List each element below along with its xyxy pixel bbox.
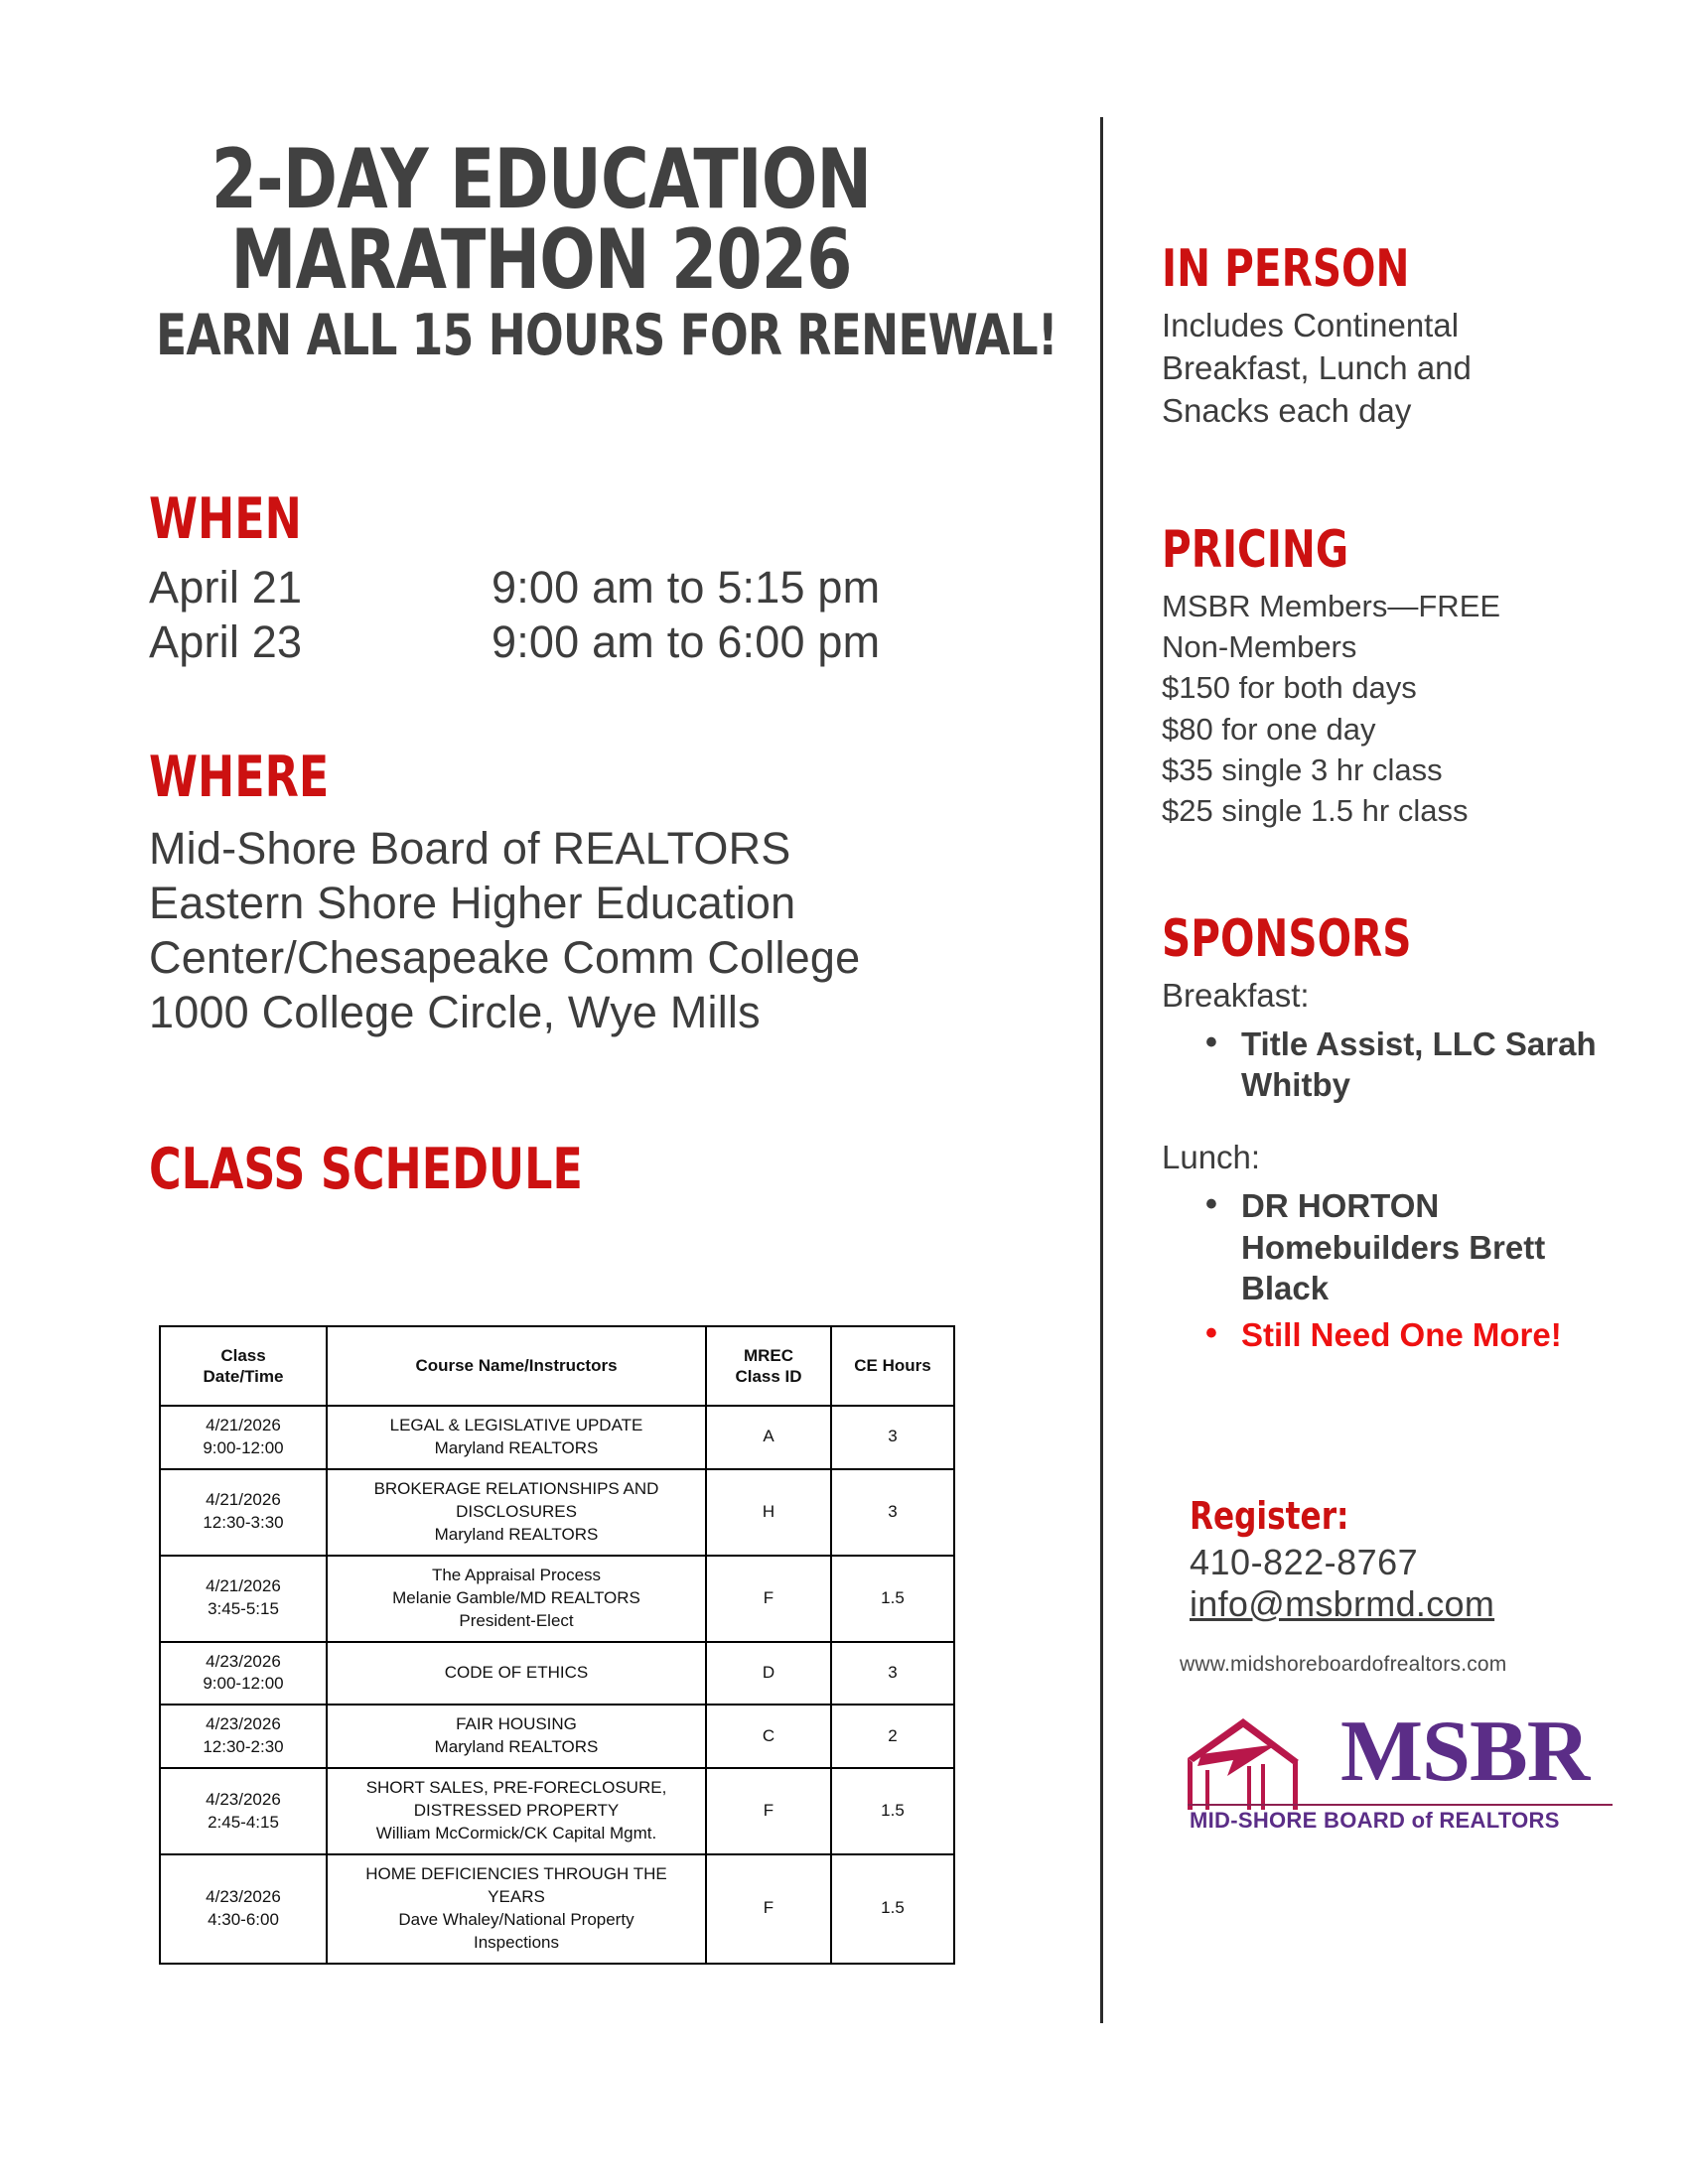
col-header-date [160,1326,327,1406]
logo-tagline: MID-SHORE BOARD of REALTORS [1190,1808,1560,1833]
pricing-heading: PRICING [1162,520,1349,580]
register-phone[interactable]: 410-822-8767 [1190,1542,1419,1582]
cell-date [160,1642,327,1706]
table-row [160,1768,954,1854]
cell-ce: 1.5 [831,1556,954,1642]
breakfast-sponsor-list [1162,1024,1638,1106]
table-row [160,1705,954,1768]
cell-course-line: HOME DEFICIENCIES THROUGH THE [365,1864,667,1884]
title-subtitle: EARN ALL 15 HOURS FOR RENEWAL! [156,302,1057,368]
cell-mrec: F [706,1854,831,1964]
cell-course-line: Maryland REALTORS [434,1737,599,1757]
col-header-mrec-l1: MREC [743,1345,794,1365]
website-link[interactable]: www.midshoreboardofrealtors.com [1180,1653,1507,1676]
cell-ce: 2 [831,1705,954,1768]
table-body [160,1406,954,1964]
cell-date-line: 4/23/2026 [206,1789,281,1809]
cell-course-line: LEGAL & LEGISLATIVE UPDATE [389,1416,643,1434]
cell-date-line: 4/21/2026 [206,1490,281,1510]
pricing-line-6: $25 single 1.5 hr class [1162,793,1469,829]
class-schedule-table-wrap [159,1325,953,1965]
cell-time-line: 9:00-12:00 [203,1437,284,1457]
in-person-line-3: Snacks each day [1162,391,1412,429]
cell-date [160,1705,327,1768]
cell-course-line: Dave Whaley/National Property [398,1909,634,1929]
col-header-date-l2: Date/Time [203,1367,284,1386]
cell-mrec: F [706,1768,831,1854]
sponsors-section [1162,909,1638,1361]
cell-mrec: C [706,1705,831,1768]
sponsors-heading: SPONSORS [1162,909,1412,969]
when-list [149,561,983,670]
cell-date [160,1768,327,1854]
cell-course-line: Maryland REALTORS [434,1524,599,1544]
pricing-line-2: Non-Members [1162,629,1357,665]
cell-time-line: 3:45-5:15 [208,1599,279,1619]
cell-time-line: 2:45-4:15 [208,1812,279,1832]
title-line-1: 2-DAY EDUCATION [211,131,872,227]
msbr-house-icon [1182,1714,1350,1814]
in-person-section [1162,239,1628,433]
list-item: • DR HORTON Homebuilders Brett Black [1241,1185,1638,1308]
cell-ce: 3 [831,1642,954,1706]
cell-date-line: 4/23/2026 [206,1651,281,1671]
cell-ce: 3 [831,1469,954,1556]
when-row [149,561,983,615]
cell-date [160,1469,327,1556]
where-line-3: Center/Chesapeake Comm College [149,931,861,983]
cell-date [160,1556,327,1642]
cell-date-line: 4/21/2026 [206,1416,281,1434]
cell-ce: 3 [831,1406,954,1469]
cell-course-line: Maryland REALTORS [434,1437,599,1457]
cell-course [327,1642,706,1706]
class-schedule-heading: CLASS SCHEDULE [149,1137,583,1202]
cell-date [160,1854,327,1964]
col-header-mrec-l2: Class ID [735,1367,802,1386]
website-wrap [1180,1653,1676,1677]
table-row [160,1469,954,1556]
cell-course [327,1556,706,1642]
cell-date-line: 4/23/2026 [206,1887,281,1906]
breakfast-label: Breakfast: [1162,977,1310,1014]
cell-course-line: The Appraisal Process [431,1565,602,1584]
cell-course-line: FAIR HOUSING [456,1714,577,1734]
cell-course-line: CODE OF ETHICS [444,1662,589,1682]
cell-course-line: YEARS [488,1887,545,1906]
class-schedule-table [159,1325,955,1965]
when-heading-wrap [149,486,345,552]
cell-mrec: H [706,1469,831,1556]
col-header-date-l1: Class [220,1345,266,1365]
col-header-ce: CE Hours [831,1326,954,1406]
cell-course [327,1705,706,1768]
table-row [160,1642,954,1706]
where-line-2: Eastern Shore Higher Education [149,877,796,928]
in-person-heading: IN PERSON [1162,239,1410,299]
cell-date [160,1406,327,1469]
lunch-sponsor-list [1162,1185,1638,1355]
register-email-link[interactable]: info@msbrmd.com [1190,1583,1495,1624]
list-item-needed: • Still Need One More! [1241,1314,1638,1355]
when-date-2: April 23 [149,615,303,667]
table-header-row [160,1326,954,1406]
where-address [149,822,1023,1040]
in-person-line-1: Includes Continental [1162,307,1460,343]
when-row [149,615,983,670]
col-header-course: Course Name/Instructors [327,1326,706,1406]
lunch-label: Lunch: [1162,1139,1261,1176]
list-item: • Title Assist, LLC Sarah Whitby [1241,1024,1638,1106]
cell-time-line: 12:30-3:30 [203,1513,284,1533]
cell-course-line: DISCLOSURES [456,1501,577,1521]
cell-course-line: BROKERAGE RELATIONSHIPS AND [373,1478,659,1498]
cell-course-line: SHORT SALES, PRE-FORECLOSURE, [365,1778,667,1798]
cell-course-line: President-Elect [459,1610,574,1630]
when-time-1: 9:00 am to 5:15 pm [492,562,881,613]
cell-mrec: F [706,1556,831,1642]
title-line-2: MARATHON 2026 [230,211,852,309]
cell-ce: 1.5 [831,1768,954,1854]
cell-mrec: A [706,1406,831,1469]
msbr-logo [1182,1704,1648,1842]
col-header-mrec [706,1326,831,1406]
cell-course-line: Inspections [474,1932,559,1952]
cell-date-line: 4/23/2026 [206,1714,281,1734]
pricing-line-3: $150 for both days [1162,670,1417,706]
table-row [160,1854,954,1964]
cell-mrec: D [706,1642,831,1706]
register-heading: Register: [1190,1494,1349,1538]
cell-course-line: William McCormick/CK Capital Mgmt. [375,1824,657,1843]
pricing-line-4: $80 for one day [1162,711,1376,747]
where-line-1: Mid-Shore Board of REALTORS [149,823,791,874]
cell-course [327,1469,706,1556]
cell-course [327,1854,706,1964]
where-line-4: 1000 College Circle, Wye Mills [149,986,761,1037]
in-person-line-2: Breakfast, Lunch and [1162,348,1472,386]
cell-course-line: DISTRESSED PROPERTY [413,1801,620,1821]
pricing-line-5: $35 single 3 hr class [1162,751,1443,787]
pricing-section [1162,520,1628,831]
column-divider [1100,117,1103,2023]
logo-rule [1188,1804,1613,1806]
when-time-2: 9:00 am to 6:00 pm [492,615,881,667]
cell-time-line: 12:30-2:30 [203,1737,284,1757]
where-heading: WHERE [149,745,330,810]
register-section [1190,1494,1656,1625]
cell-ce: 1.5 [831,1854,954,1964]
cell-course-line: Melanie Gamble/MD REALTORS [392,1587,640,1607]
when-heading: WHEN [149,486,302,552]
pricing-line-1: MSBR Members—FREE [1162,589,1501,623]
cell-time-line: 9:00-12:00 [203,1674,284,1694]
where-heading-wrap [149,745,379,810]
table-row [160,1556,954,1642]
table-row [160,1406,954,1469]
class-schedule-heading-wrap [149,1137,705,1202]
cell-course [327,1406,706,1469]
cell-date-line: 4/21/2026 [206,1576,281,1596]
when-date-1: April 21 [149,562,303,613]
cell-course [327,1768,706,1854]
cell-time-line: 4:30-6:00 [208,1909,279,1929]
logo-wordmark: MSBR [1340,1704,1590,1800]
page-title [0,131,1082,368]
